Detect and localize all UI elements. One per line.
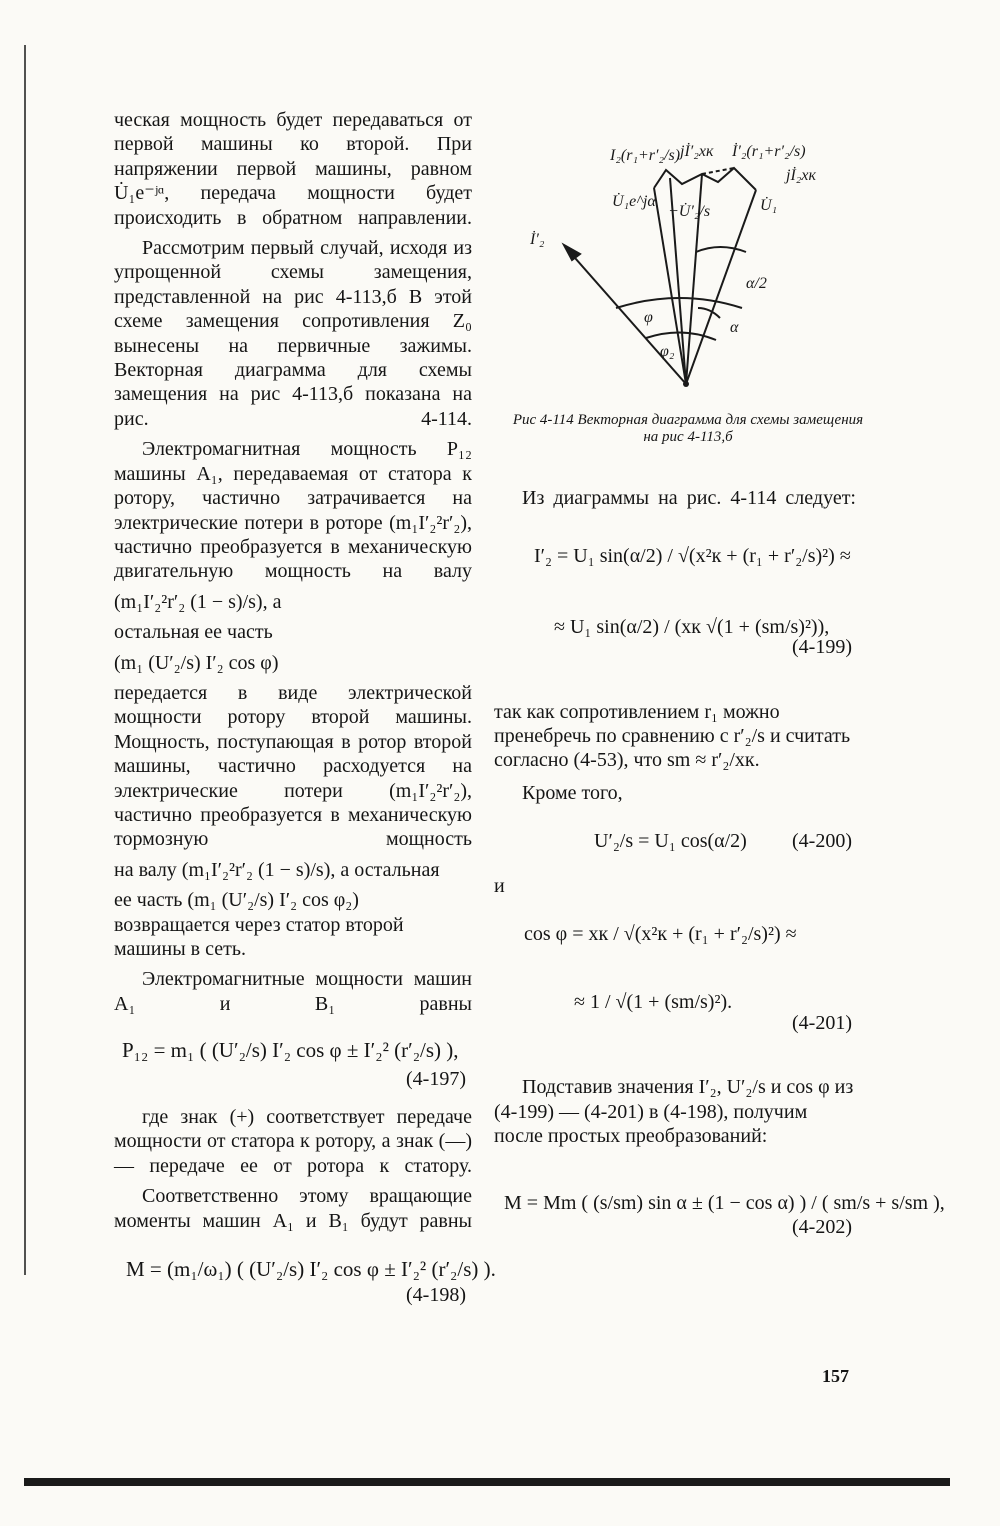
label-phi: φ (644, 309, 653, 326)
label-u1e: U̇₁e^jα (612, 193, 656, 210)
paragraph-electromagnetic-power: Электромагнитная мощность P₁₂ машины A₁, передаваемая от статора к ротору, частично затрачивается на электрические потери в роторе (m₁I′₂²r′₂), частично преобразуется в механическую двигательную мощность на валу (114, 438, 472, 583)
label-i2: İ′₂ (530, 231, 545, 248)
label-alpha-half: α/2 (746, 275, 767, 292)
formula-brake-power: на валу (m₁I′₂²r′₂ (1 − s)/s), а остальная (114, 858, 440, 881)
word-and: и (494, 874, 505, 897)
paragraph-substituting: Подставив значения I′₂, U′₂/s и cos φ из (4-199) — (4-201) в (4-198), получим после простых преобразований: (494, 1076, 854, 1148)
vector-diagram (520, 112, 850, 402)
angle-arc-phi2 (646, 332, 716, 340)
paragraph-besides: Кроме того, (522, 781, 623, 804)
paragraph-second-machine: передается в виде электрической мощности ротору второй машины. Мощность, поступающая в ротор второй машины, частично расходуется на электрические потери (m₁I′₂²r′₂), частично преобразуется в механическую тормозную мощность (114, 681, 472, 851)
origin-point (683, 381, 689, 387)
paragraph-first-case: Рассмотрим первый случай, исходя из упрощенной схемы замещения, представленной на рис 4-113,б В этой схеме замещения сопротивления Z₀ вынесены на первичные зажимы. Векторная диаграмма для схемы замещения на рис 4-113,б показана на рис. 4-114. (114, 237, 472, 430)
text-remaining-part: остальная ее часть (114, 621, 273, 644)
equation-number-4-198: (4-198) (406, 1284, 466, 1307)
equation-4-200-body: U′₂/s = U₁ cos(α/2) (594, 830, 747, 853)
paragraph-from-diagram: Из диаграммы на рис. 4-114 следует: (522, 487, 856, 509)
page-number: 157 (822, 1366, 849, 1386)
paragraph-torques: Соответственно этому вращающие моменты машин A₁ и B₁ будут равны (114, 1185, 472, 1232)
angle-arc-alpha (698, 308, 720, 318)
label-j-i2-xk: jİ₂xк (786, 167, 816, 184)
label-i2-prime-r: İ′₂(r₁+r′₂/s) (732, 143, 806, 160)
equation-number-4-202: (4-202) (792, 1215, 852, 1238)
angle-arc-alpha-half (696, 247, 746, 252)
bottom-scan-edge (24, 1478, 950, 1486)
vector-i2-arrowhead (564, 245, 580, 260)
equation-4-201-line1: cos φ = xк / √(x²к + (r₁ + r′₂/s)²) ≈ (524, 923, 797, 946)
equation-4-198 (126, 1257, 496, 1282)
equation-4-202 (504, 1191, 945, 1215)
equation-4-198-body: M = (m₁/ω₁) ( (U′₂/s) I′₂ cos φ ± I′₂² (r′₂/s) ). (126, 1257, 496, 1282)
label-j-i2-xk-top: jİ′₂xк (680, 143, 714, 160)
equation-4-197 (122, 1038, 472, 1062)
paragraph-return-to-network: ее часть (m₁ (U′₂/s) I′₂ cos φ₂) возвращается через статор второй машины в сеть. (114, 889, 404, 960)
equation-4-199-line2-body: ≈ U₁ sin(α/2) / (xк √(1 + (sm/s)²)), (554, 615, 830, 638)
equation-4-197-body: P₁₂ = m₁ ( (U′₂/s) I′₂ cos φ ± I′₂² (r′₂/s) ), (122, 1038, 459, 1063)
right-column (494, 486, 945, 1239)
equation-4-201-line2-body: ≈ 1 / √(1 + (sm/s)²). (574, 991, 733, 1014)
equation-number-4-201: (4-201) (792, 1011, 852, 1034)
paragraph-neglect-r1: так как сопротивлением r₁ можно пренебречь по сравнению с r′₂/s и считать согласно (4-53), что sm ≈ r′₂/xк. (494, 700, 851, 772)
label-u1: U̇₁ (760, 197, 778, 214)
left-column (114, 108, 496, 1308)
label-alpha: α (730, 319, 739, 336)
equation-4-200 (594, 829, 856, 853)
equation-number-4-199: (4-199) (792, 636, 852, 659)
label-phi2: φ₂ (660, 343, 675, 360)
equation-4-199-line1: I′₂ = U₁ sin(α/2) / √(x²к + (r₁ + r′₂/s)²) ≈ (534, 545, 851, 568)
equation-4-201-line2 (574, 990, 856, 1014)
equation-number-4-197: (4-197) (406, 1067, 466, 1090)
formula-motor-power: (m₁I′₂²r′₂ (1 − s)/s), а (114, 590, 282, 613)
figure-caption: Рис 4-114 Векторная диаграмма для схемы замещения на рис 4-113,б (512, 412, 864, 445)
binding-edge-line (24, 45, 26, 1275)
paragraph-continuation: ческая мощность будет передаваться от первой машины ко второй. При напряжении первой машины, равном U̇₁e⁻ʲᵅ, передача мощности будет происходить в обратном направлении. (114, 109, 472, 229)
equation-4-199-line2 (554, 615, 856, 639)
label-i2-r: I₂(r₁+r′₂/s) (610, 147, 681, 164)
equation-number-4-200: (4-200) (792, 830, 852, 853)
paragraph-em-powers: Электромагнитные мощности машин A₁ и B₁ равны (114, 968, 472, 1015)
label-u2-over-s: −U̇′₂/s (668, 203, 711, 220)
vector-diagram-figure (520, 112, 850, 402)
formula-rotor-transfer-power: (m₁ (U′₂/s) I′₂ cos φ) (114, 651, 279, 674)
paragraph-sign-meaning: где знак (+) соответствует передаче мощности от статора к ротору, а знак (—) — передаче ее от ротора к статору. (114, 1106, 472, 1177)
equation-4-202-body: M = Mm ( (s/sm) sin α ± (1 − cos α) ) / ( sm/s + s/sm ), (504, 1191, 945, 1214)
